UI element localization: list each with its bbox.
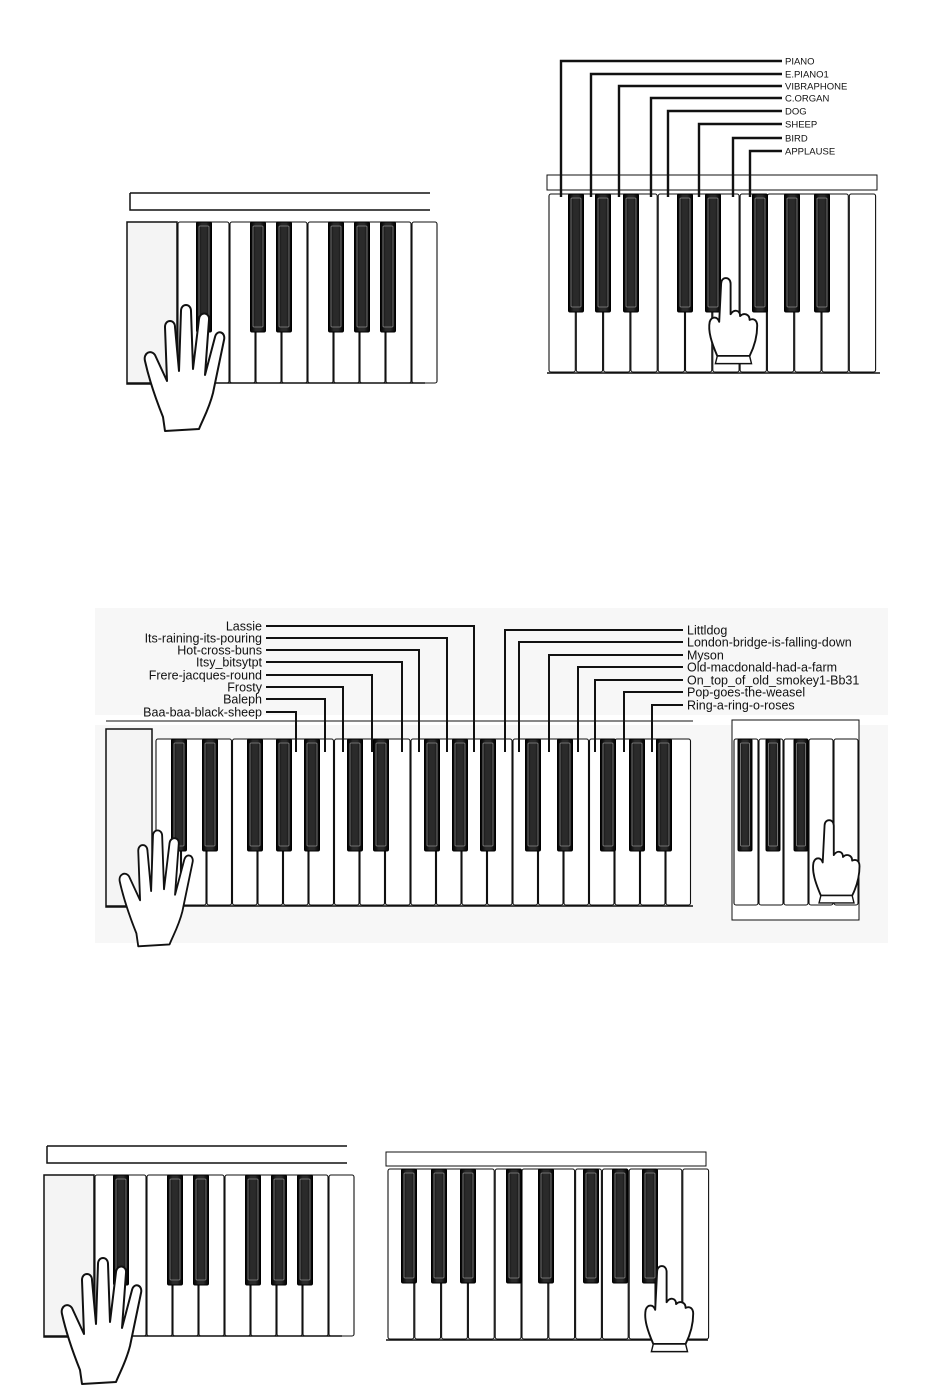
figure1-voice-labels	[785, 57, 847, 158]
white-key	[849, 194, 875, 372]
song-label: Hot-cross-buns	[177, 643, 262, 658]
white-key	[412, 222, 437, 383]
figure2-keys	[156, 739, 691, 905]
song-label: Baleph	[223, 692, 262, 707]
voice-label: PIANO	[785, 56, 815, 68]
song-label: Pop-goes-the-weasel	[687, 685, 806, 700]
song-label: Frere-jacques-round	[148, 668, 262, 683]
song-label: Lassie	[225, 619, 262, 634]
voice-label: E.PIANO1	[785, 69, 829, 81]
song-label: Myson	[687, 648, 724, 663]
song-label: On_top_of_old_smokey1-Bb31	[687, 673, 860, 688]
voice-label: C.ORGAN	[785, 93, 830, 105]
figure1-left-keyboard	[127, 193, 437, 431]
figure1-right-keyboard	[547, 57, 880, 374]
song-label: Its-raining-its-pouring	[144, 631, 262, 646]
voice-label: SHEEP	[785, 119, 818, 131]
voice-label: BIRD	[785, 133, 808, 145]
white-key	[386, 739, 411, 905]
figure3-right-keyboard	[386, 1152, 709, 1352]
song-label: Frosty	[227, 680, 262, 695]
song-label: Old-macdonald-had-a-farm	[687, 660, 838, 675]
voice-label: VIBRAPHONE	[785, 81, 848, 93]
figure3-left-keyboard	[44, 1146, 354, 1384]
song-label: Baa-baa-black-sheep	[143, 705, 262, 720]
song-label: Ring-a-ring-o-roses	[687, 698, 795, 713]
figure2-song-keyboard	[95, 608, 888, 946]
song-label: London-bridge-is-falling-down	[687, 635, 852, 650]
white-key	[329, 1175, 354, 1336]
voice-label: APPLAUSE	[785, 146, 836, 158]
song-label: Littldog	[687, 623, 728, 638]
song-label: Itsy_bitsytpt	[196, 655, 262, 670]
voice-label: DOG	[785, 106, 807, 118]
